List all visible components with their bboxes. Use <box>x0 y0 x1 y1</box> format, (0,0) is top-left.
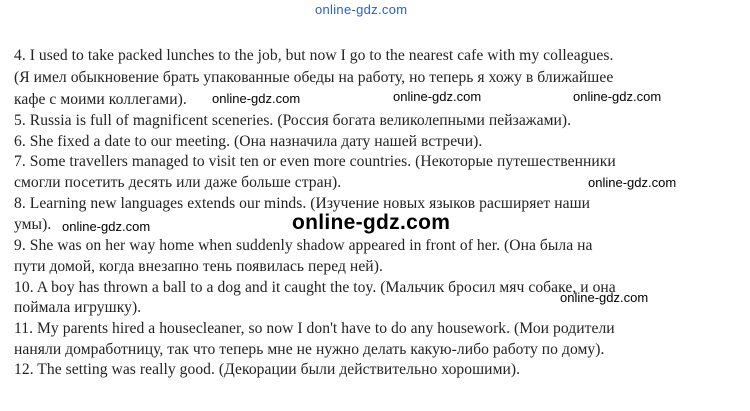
text-line: 6. She fixed a date to our meeting. (Она назначила дату нашей встречи). <box>14 133 483 150</box>
watermark: online-gdz.com <box>393 89 482 104</box>
watermark: online-gdz.com <box>62 219 151 234</box>
watermark: online-gdz.com <box>573 89 662 104</box>
text-line: смогли посетить десять или даже больше стран). <box>14 174 342 191</box>
text-line: 5. Russia is full of magnificent sceneries. (Россия богата великолепными пейзажами). <box>14 112 572 129</box>
text-line: поймала игрушку). <box>14 299 142 316</box>
text-line: 12. The setting was really good. (Декорации были действительно хорошими). <box>14 361 521 378</box>
text-line: 4. I used to take packed lunches to the job, but now I go to the nearest cafe with my colleagues. <box>14 47 614 64</box>
text-line: кафе с моими коллегами). <box>14 91 187 108</box>
watermark: online-gdz.com <box>588 175 677 190</box>
watermark: online-gdz.com <box>212 91 301 106</box>
text-line: пути домой, когда внезапно тень появилась перед ней). <box>14 258 383 275</box>
watermark-header: online-gdz.com <box>315 2 408 17</box>
watermark: online-gdz.com <box>560 290 649 305</box>
text-line: 7. Some travellers managed to visit ten or even more countries. (Некоторые путешественники <box>14 153 616 170</box>
text-line: 10. A boy has thrown a ball to a dog and it caught the toy. (Мальчик бросил мяч собаке, и она <box>14 279 616 296</box>
text-line: наняли домработницу, так что теперь мне не нужно делать какую-либо работу по дому). <box>14 341 605 358</box>
text-line: 11. My parents hired a housecleaner, so now I don't have to do any housework. (Мои родители <box>14 320 615 337</box>
text-line: умы). <box>14 216 52 233</box>
text-line: 8. Learning new languages extends our minds. (Изучение новых языков расширяет наши <box>14 195 591 212</box>
text-line: (Я имел обыкновение брать упакованные обеды на работу, но теперь я хожу в ближайшее <box>14 69 614 86</box>
watermark: online-gdz.com <box>292 211 451 234</box>
text-line: 9. She was on her way home when suddenly shadow appeared in front of her. (Она была на <box>14 237 593 254</box>
